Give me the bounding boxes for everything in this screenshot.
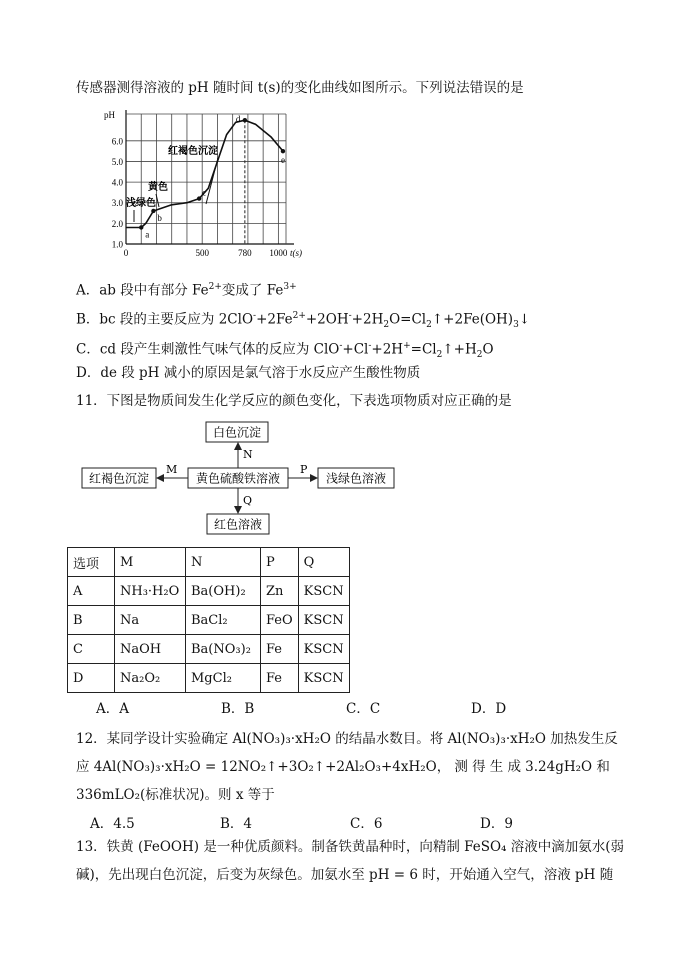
q13-line2: 碱)，先出现白色沉淀，后变为灰绿色。加氨水至 pH = 6 时，开始通入空气，溶液 pH 随 [76,867,614,883]
q12-line1: 12．某同学设计实验确定 Al(NO₃)₃·xH₂O 的结晶水数目。将 Al(NO₃)₃·xH₂O 加热发生反 [76,731,618,747]
th-p: P [261,548,299,577]
diagram-left: 红褐色沉淀 [88,471,150,486]
table-row: A NH₃·H₂O Ba(OH)₂ Zn KSCN [68,577,350,606]
ph-time-chart [96,106,326,268]
diagram-right: 浅绿色溶液 [325,471,387,486]
choice-b[interactable]: B．B [221,701,255,717]
diagram-top: 白色沉淀 [212,425,262,440]
point-label-b: b [157,212,162,223]
th-option: 选项 [68,548,115,577]
point-label-c: c [202,187,207,198]
label-n: N [243,448,253,461]
y-tick-label: 6.0 [111,136,123,147]
ph-curve [126,120,283,227]
diagram-bottom: 红色溶液 [213,517,263,532]
option-b: B．bc 段的主要反应为 $2ClO^-+2Fe^{2+}+2OH^-+2H_2O=Cl_2↑+2Fe(OH)_3↓$ [76,311,531,331]
x-axis-label: t(s) [290,248,302,258]
y-tick-label: 3.0 [111,198,123,209]
point-d [243,118,247,122]
choice-d[interactable]: D．D [471,701,507,717]
option-a: A．ab 段中有部分 $Fe^{2+}$变成了 $Fe^{3+}$ [76,282,297,299]
point-label-d: d [235,114,241,125]
th-n: N [186,548,261,577]
reaction-diagram [80,420,400,538]
q11-stem: 11．下图是物质间发生化学反应的颜色变化，下表选项物质对应正确的是 [76,393,512,409]
chart-curve [126,118,285,230]
label-q: Q [243,494,253,507]
choice-c[interactable]: C．6 [350,816,383,832]
x-tick-label: 1000 [269,248,288,258]
diagram-center: 黄色硫酸铁溶液 [195,471,281,486]
point-a [139,225,143,229]
choice-b[interactable]: B．4 [220,816,253,832]
y-tick-label: 4.0 [111,177,123,188]
y-tick-label: 1.0 [111,239,123,250]
annotation-arrow-0 [206,158,218,204]
point-b [151,209,155,213]
annotation-1: 黄色 [148,182,168,193]
y-tick-label: 2.0 [111,218,123,229]
y-tick-label: 5.0 [111,156,123,167]
th-q: Q [298,548,349,577]
choice-a[interactable]: A．4.5 [90,816,135,832]
point-label-e: e [280,155,285,166]
table-row: B Na BaCl₂ FeO KSCN [68,606,350,635]
x-tick-label: 500 [195,248,209,258]
choice-c[interactable]: C．C [346,701,381,717]
label-m: M [166,463,178,476]
point-e [281,149,285,153]
choice-a[interactable]: A．A [96,701,129,717]
chart-axes [126,110,294,244]
choice-d[interactable]: D．9 [480,816,513,832]
table-header-row [68,548,350,577]
option-d: D．de 段 pH 减小的原因是氯气溶于水反应产生酸性物质 [76,365,421,381]
chart-grid [126,114,286,244]
annotation-2: 浅绿色 [126,198,156,209]
x-tick-label: 0 [123,248,129,258]
x-tick-label: 780 [238,248,252,258]
q12-choices [90,812,610,832]
question-intro: 传感器测得溶液的 pH 随时间 t(s)的变化曲线如图所示。下列说法错误的是 [76,80,524,96]
table-row: C NaOH Ba(NO₃)₂ Fe KSCN [68,635,350,664]
q12-line3: 336mLO₂(标准状况)。则 x 等于 [76,787,275,803]
th-m: M [115,548,186,577]
point-label-a: a [145,229,150,240]
point-c [197,196,201,200]
q12-line2: 应 4Al(NO₃)₃·xH₂O = 12NO₂↑+3O₂↑+2Al₂O₃+4xH₂O， 测 得 生 成 3.24gH₂O 和 [76,759,610,775]
chart-labels [104,110,302,258]
y-axis-label: pH [104,110,115,120]
option-c: C．cd 段产生刺激性气味气体的反应为 $ClO^-+Cl^-+2H^+=Cl_2↑+H_2O$ [76,341,494,361]
label-p: P [300,463,308,476]
q11-choices [96,697,596,717]
q13-line1: 13．铁黄 (FeOOH) 是一种优质颜料。制备铁黄晶种时，向精制 FeSO₄ 溶液中滴加氨水(弱 [76,839,625,855]
table-row: D Na₂O₂ MgCl₂ Fe KSCN [68,664,350,693]
options-table [67,547,350,693]
annotation-0: 红褐色沉淀 [168,146,218,157]
